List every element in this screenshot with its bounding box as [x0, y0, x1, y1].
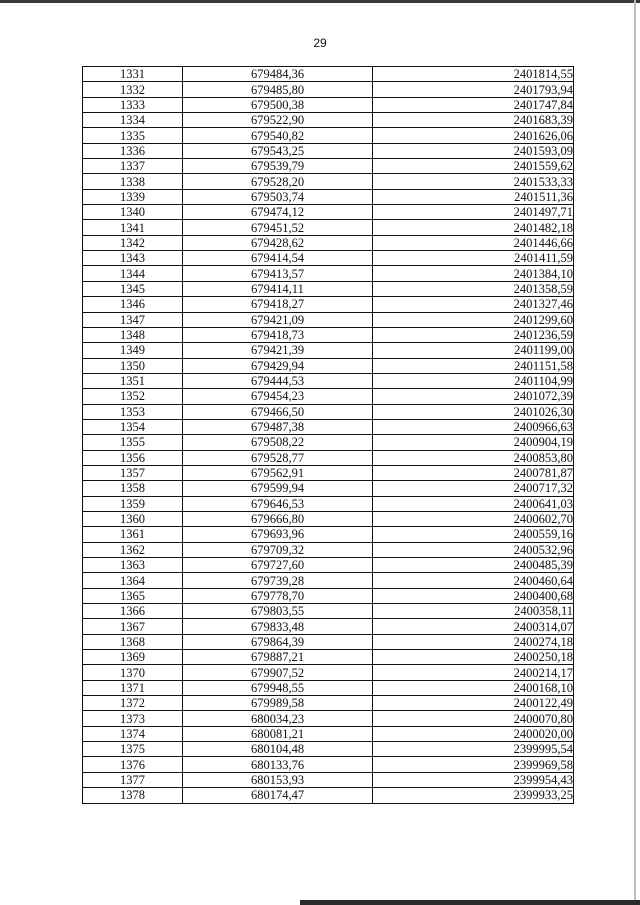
x-coordinate-cell: 679646,53	[183, 496, 373, 511]
x-coordinate-cell: 679833,48	[183, 619, 373, 634]
table-row	[83, 266, 574, 281]
y-coordinate-cell: 2401384,10	[373, 266, 574, 281]
x-coordinate-cell: 679503,74	[183, 189, 373, 204]
y-coordinate-cell: 2401533,33	[373, 174, 574, 189]
point-number-cell: 1333	[83, 97, 183, 112]
table-row	[83, 143, 574, 158]
point-number-cell: 1339	[83, 189, 183, 204]
point-number-cell: 1345	[83, 281, 183, 296]
y-coordinate-cell: 2401358,59	[373, 281, 574, 296]
x-coordinate-cell: 679887,21	[183, 650, 373, 665]
y-coordinate-cell: 2400904,19	[373, 435, 574, 450]
x-coordinate-cell: 679528,20	[183, 174, 373, 189]
x-coordinate-cell: 679451,52	[183, 220, 373, 235]
point-number-cell: 1370	[83, 665, 183, 680]
point-number-cell: 1342	[83, 235, 183, 250]
point-number-cell: 1338	[83, 174, 183, 189]
table-row	[83, 113, 574, 128]
point-number-cell: 1376	[83, 757, 183, 772]
point-number-cell: 1369	[83, 650, 183, 665]
table-row	[83, 650, 574, 665]
x-coordinate-cell: 679487,38	[183, 419, 373, 434]
point-number-cell: 1360	[83, 511, 183, 526]
y-coordinate-cell: 2400070,80	[373, 711, 574, 726]
point-number-cell: 1349	[83, 343, 183, 358]
point-number-cell: 1340	[83, 205, 183, 220]
y-coordinate-cell: 2401236,59	[373, 327, 574, 342]
y-coordinate-cell: 2400274,18	[373, 634, 574, 649]
y-coordinate-cell: 2401151,58	[373, 358, 574, 373]
y-coordinate-cell: 2400559,16	[373, 527, 574, 542]
table-row	[83, 189, 574, 204]
table-row	[83, 312, 574, 327]
y-coordinate-cell: 2401593,09	[373, 143, 574, 158]
y-coordinate-cell: 2399954,43	[373, 772, 574, 787]
y-coordinate-cell: 2400853,80	[373, 450, 574, 465]
x-coordinate-cell: 679599,94	[183, 481, 373, 496]
x-coordinate-cell: 680034,23	[183, 711, 373, 726]
table-row	[83, 542, 574, 557]
table-row	[83, 588, 574, 603]
x-coordinate-cell: 679540,82	[183, 128, 373, 143]
table-row	[83, 680, 574, 695]
point-number-cell: 1336	[83, 143, 183, 158]
y-coordinate-cell: 2401511,36	[373, 189, 574, 204]
y-coordinate-cell: 2400781,87	[373, 465, 574, 480]
point-number-cell: 1350	[83, 358, 183, 373]
y-coordinate-cell: 2400168,10	[373, 680, 574, 695]
x-coordinate-cell: 679418,27	[183, 297, 373, 312]
point-number-cell: 1348	[83, 327, 183, 342]
point-number-cell: 1364	[83, 573, 183, 588]
x-coordinate-cell: 679907,52	[183, 665, 373, 680]
y-coordinate-cell: 2401497,71	[373, 205, 574, 220]
table-row	[83, 343, 574, 358]
point-number-cell: 1352	[83, 389, 183, 404]
y-coordinate-cell: 2401814,55	[373, 67, 574, 82]
y-coordinate-cell: 2401299,60	[373, 312, 574, 327]
point-number-cell: 1337	[83, 159, 183, 174]
x-coordinate-cell: 679543,25	[183, 143, 373, 158]
y-coordinate-cell: 2400358,11	[373, 604, 574, 619]
point-number-cell: 1344	[83, 266, 183, 281]
y-coordinate-cell: 2399969,58	[373, 757, 574, 772]
page-number: 29	[313, 36, 327, 50]
table-row	[83, 634, 574, 649]
x-coordinate-cell: 679948,55	[183, 680, 373, 695]
point-number-cell: 1358	[83, 481, 183, 496]
y-coordinate-cell: 2401327,46	[373, 297, 574, 312]
table-row	[83, 604, 574, 619]
table-row	[83, 373, 574, 388]
y-coordinate-cell: 2400485,39	[373, 558, 574, 573]
scan-bottom-edge	[300, 900, 640, 905]
point-number-cell: 1371	[83, 680, 183, 695]
table-row	[83, 297, 574, 312]
point-number-cell: 1374	[83, 726, 183, 741]
y-coordinate-cell: 2401626,06	[373, 128, 574, 143]
table-row	[83, 788, 574, 803]
table-row	[83, 174, 574, 189]
y-coordinate-cell: 2401072,39	[373, 389, 574, 404]
table-row	[83, 67, 574, 82]
x-coordinate-cell: 679428,62	[183, 235, 373, 250]
table-row	[83, 511, 574, 526]
x-coordinate-cell: 679414,11	[183, 281, 373, 296]
table-row	[83, 358, 574, 373]
x-coordinate-cell: 679864,39	[183, 634, 373, 649]
table-row	[83, 481, 574, 496]
x-coordinate-cell: 679709,32	[183, 542, 373, 557]
table-row	[83, 696, 574, 711]
x-coordinate-cell: 679778,70	[183, 588, 373, 603]
x-coordinate-cell: 679500,38	[183, 97, 373, 112]
x-coordinate-cell: 680133,76	[183, 757, 373, 772]
table-row	[83, 159, 574, 174]
point-number-cell: 1375	[83, 742, 183, 757]
y-coordinate-cell: 2401683,39	[373, 113, 574, 128]
y-coordinate-cell: 2401747,84	[373, 97, 574, 112]
table-row	[83, 527, 574, 542]
table-row	[83, 450, 574, 465]
y-coordinate-cell: 2400250,18	[373, 650, 574, 665]
point-number-cell: 1351	[83, 373, 183, 388]
table-row	[83, 757, 574, 772]
table-row	[83, 619, 574, 634]
y-coordinate-cell: 2401559,62	[373, 159, 574, 174]
y-coordinate-cell: 2400400,68	[373, 588, 574, 603]
point-number-cell: 1363	[83, 558, 183, 573]
point-number-cell: 1359	[83, 496, 183, 511]
y-coordinate-cell: 2399933,25	[373, 788, 574, 803]
x-coordinate-cell: 679522,90	[183, 113, 373, 128]
table-row	[83, 389, 574, 404]
point-number-cell: 1355	[83, 435, 183, 450]
x-coordinate-cell: 679562,91	[183, 465, 373, 480]
point-number-cell: 1377	[83, 772, 183, 787]
x-coordinate-cell: 679485,80	[183, 82, 373, 97]
x-coordinate-cell: 679484,36	[183, 67, 373, 82]
scan-top-edge	[0, 0, 640, 3]
y-coordinate-cell: 2401199,00	[373, 343, 574, 358]
table-row	[83, 235, 574, 250]
x-coordinate-cell: 679539,79	[183, 159, 373, 174]
table-row	[83, 573, 574, 588]
table-row	[83, 327, 574, 342]
y-coordinate-cell: 2399995,54	[373, 742, 574, 757]
y-coordinate-cell: 2400532,96	[373, 542, 574, 557]
point-number-cell: 1331	[83, 67, 183, 82]
x-coordinate-cell: 679421,39	[183, 343, 373, 358]
point-number-cell: 1372	[83, 696, 183, 711]
table-row	[83, 281, 574, 296]
y-coordinate-cell: 2400602,70	[373, 511, 574, 526]
scan-right-edge	[634, 0, 636, 905]
point-number-cell: 1362	[83, 542, 183, 557]
table-row	[83, 205, 574, 220]
table-row	[83, 711, 574, 726]
y-coordinate-cell: 2400314,07	[373, 619, 574, 634]
x-coordinate-cell: 679429,94	[183, 358, 373, 373]
table-row	[83, 558, 574, 573]
x-coordinate-cell: 679528,77	[183, 450, 373, 465]
y-coordinate-cell: 2400214,17	[373, 665, 574, 680]
point-number-cell: 1346	[83, 297, 183, 312]
x-coordinate-cell: 679989,58	[183, 696, 373, 711]
y-coordinate-cell: 2400966,63	[373, 419, 574, 434]
x-coordinate-cell: 679727,60	[183, 558, 373, 573]
x-coordinate-cell: 679466,50	[183, 404, 373, 419]
y-coordinate-cell: 2401026,30	[373, 404, 574, 419]
point-number-cell: 1353	[83, 404, 183, 419]
table-row	[83, 726, 574, 741]
y-coordinate-cell: 2400122,49	[373, 696, 574, 711]
x-coordinate-cell: 679508,22	[183, 435, 373, 450]
x-coordinate-cell: 679666,80	[183, 511, 373, 526]
x-coordinate-cell: 680153,93	[183, 772, 373, 787]
table-row	[83, 772, 574, 787]
y-coordinate-cell: 2400641,03	[373, 496, 574, 511]
x-coordinate-cell: 679474,12	[183, 205, 373, 220]
point-number-cell: 1367	[83, 619, 183, 634]
table-row	[83, 465, 574, 480]
x-coordinate-cell: 679454,23	[183, 389, 373, 404]
x-coordinate-cell: 679414,54	[183, 251, 373, 266]
point-number-cell: 1378	[83, 788, 183, 803]
point-number-cell: 1347	[83, 312, 183, 327]
table-row	[83, 665, 574, 680]
point-number-cell: 1335	[83, 128, 183, 143]
table-row	[83, 220, 574, 235]
x-coordinate-cell: 679803,55	[183, 604, 373, 619]
table-row	[83, 742, 574, 757]
y-coordinate-cell: 2401793,94	[373, 82, 574, 97]
x-coordinate-cell: 679739,28	[183, 573, 373, 588]
point-number-cell: 1357	[83, 465, 183, 480]
table-row	[83, 435, 574, 450]
y-coordinate-cell: 2401482,18	[373, 220, 574, 235]
coordinates-table-body	[83, 67, 574, 804]
y-coordinate-cell: 2400717,32	[373, 481, 574, 496]
table-row	[83, 251, 574, 266]
table-row	[83, 404, 574, 419]
coordinates-table	[82, 66, 574, 804]
y-coordinate-cell: 2401411,59	[373, 251, 574, 266]
x-coordinate-cell: 679444,53	[183, 373, 373, 388]
y-coordinate-cell: 2401104,99	[373, 373, 574, 388]
x-coordinate-cell: 679421,09	[183, 312, 373, 327]
point-number-cell: 1368	[83, 634, 183, 649]
x-coordinate-cell: 679418,73	[183, 327, 373, 342]
point-number-cell: 1373	[83, 711, 183, 726]
point-number-cell: 1365	[83, 588, 183, 603]
point-number-cell: 1366	[83, 604, 183, 619]
y-coordinate-cell: 2401446,66	[373, 235, 574, 250]
y-coordinate-cell: 2400020,00	[373, 726, 574, 741]
x-coordinate-cell: 680104,48	[183, 742, 373, 757]
x-coordinate-cell: 679693,96	[183, 527, 373, 542]
table-row	[83, 128, 574, 143]
y-coordinate-cell: 2400460,64	[373, 573, 574, 588]
table-row	[83, 496, 574, 511]
point-number-cell: 1332	[83, 82, 183, 97]
point-number-cell: 1334	[83, 113, 183, 128]
point-number-cell: 1341	[83, 220, 183, 235]
x-coordinate-cell: 679413,57	[183, 266, 373, 281]
table-row	[83, 82, 574, 97]
x-coordinate-cell: 680081,21	[183, 726, 373, 741]
point-number-cell: 1356	[83, 450, 183, 465]
table-row	[83, 97, 574, 112]
point-number-cell: 1361	[83, 527, 183, 542]
point-number-cell: 1343	[83, 251, 183, 266]
point-number-cell: 1354	[83, 419, 183, 434]
table-row	[83, 419, 574, 434]
x-coordinate-cell: 680174,47	[183, 788, 373, 803]
